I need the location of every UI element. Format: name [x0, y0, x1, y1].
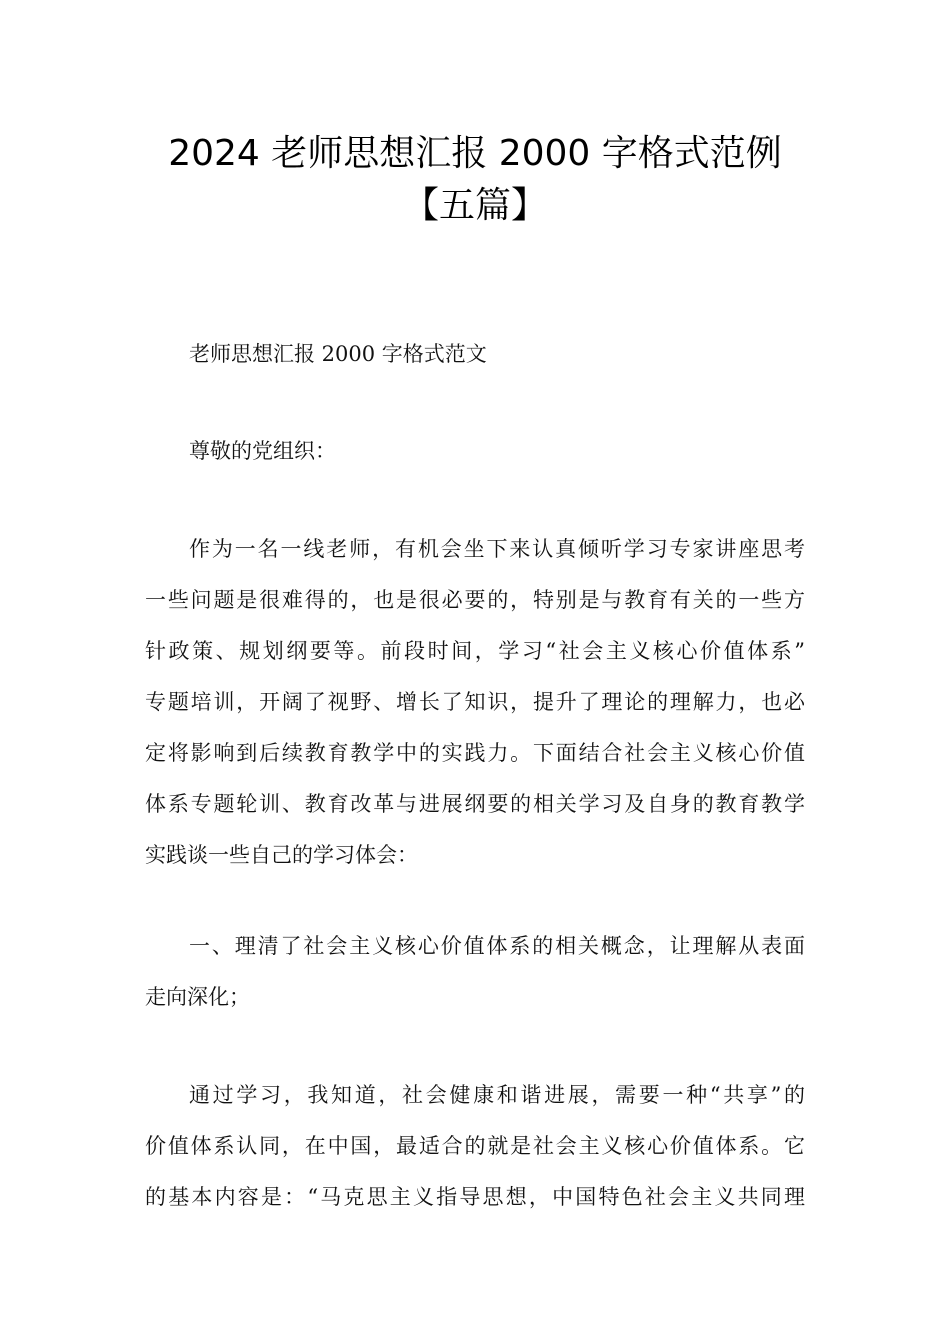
- paragraph-line: 作为一名一线老师，有机会坐下来认真倾听学习专家讲座思考: [189, 537, 805, 561]
- paragraph-1: [145, 524, 805, 881]
- paragraph-line: 一些问题是很难得的，也是很必要的，特别是与教育有关的一些方: [145, 588, 805, 612]
- document-subtitle: [145, 329, 805, 380]
- salutation-line: 尊敬的党组织：: [189, 439, 336, 463]
- paragraph-line: 价值体系认同，在中国，最适合的就是社会主义核心价值体系。它: [145, 1134, 805, 1158]
- section-heading-1: [145, 921, 805, 1023]
- paragraph-2: [145, 1070, 805, 1223]
- title-line-1: 2024 老师思想汇报 2000 字格式范例: [168, 133, 782, 174]
- paragraph-line: 的基本内容是：“马克思主义指导思想，中国特色社会主义共同理: [145, 1185, 805, 1209]
- subtitle-line: 老师思想汇报 2000 字格式范文: [189, 342, 487, 366]
- heading-line: 走向深化；: [145, 985, 250, 1009]
- salutation: [145, 426, 805, 477]
- paragraph-line: 针政策、规划纲要等。前段时间，学习“社会主义核心价值体系”: [145, 639, 805, 663]
- title-line-2: 【五篇】: [402, 185, 547, 226]
- paragraph-line: 专题培训，开阔了视野、增长了知识，提升了理论的理解力，也必: [145, 690, 805, 714]
- heading-line: 一、理清了社会主义核心价值体系的相关概念，让理解从表面: [189, 934, 805, 958]
- paragraph-line: 定将影响到后续教育教学中的实践力。下面结合社会主义核心价值: [145, 741, 805, 765]
- paragraph-line: 实践谈一些自己的学习体会：: [145, 843, 418, 867]
- document-title: [100, 128, 850, 232]
- paragraph-line: 通过学习，我知道，社会健康和谐进展，需要一种“共享”的: [189, 1083, 805, 1107]
- paragraph-line: 体系专题轮训、教育改革与进展纲要的相关学习及自身的教育教学: [145, 792, 805, 816]
